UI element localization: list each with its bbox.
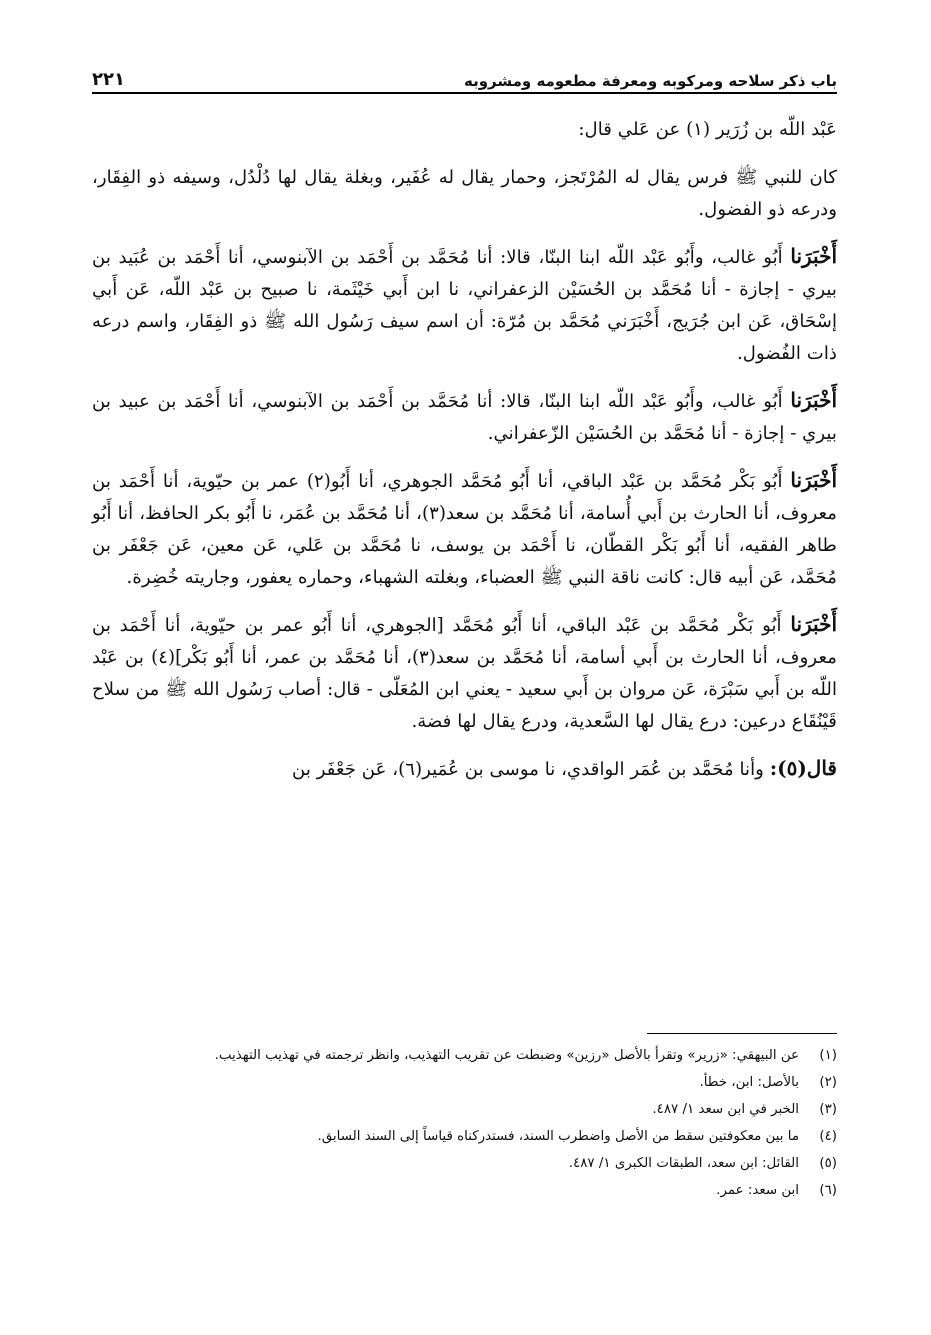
footnote-number: (٢) xyxy=(819,1075,837,1090)
paragraph-text: عَبْد اللّه بن زُرَير (١) عن عَلي قال: xyxy=(578,119,837,140)
paragraph-lead: أَخْبَرَنا xyxy=(790,612,837,636)
footnote-text: القائل: ابن سعد، الطبقات الكبرى ١/ ٤٨٧. xyxy=(568,1156,799,1171)
page-number: ٢٢١ xyxy=(92,69,125,90)
footnote-number: (١) xyxy=(819,1048,837,1063)
footnote xyxy=(92,1179,837,1203)
footnote xyxy=(92,1098,837,1122)
paragraph-lead: أَخْبَرَنا xyxy=(790,244,837,268)
paragraph-text: أَبُو غالب، وأَبُو عَبْد اللّه ابنا البنّا، قالا: أنا مُحَمَّد بن أَحْمَد بن الآبنوسي، أنا أَحْمَد بن عُبَيد بن بيري - إجازة - أنا مُحَمَّد بن الحُسَيْن الزعفراني، نا ابن أَبي خَيْثَمة، نا صبيح بن عَبْد اللّه، عَن أَبي إسْحَاق، عَن ابن جُرَيج، أَخْبَرَني مُحَمَّد بن مُرّة: أن اسم سيف رَسُول الله ﷺ ذو الفِقَار، واسم درعه ذات الفُضول. xyxy=(92,247,837,364)
footnote xyxy=(92,1071,837,1095)
paragraph xyxy=(92,384,837,450)
paragraph-text: وأنا مُحَمَّد بن عُمَر الواقدي، نا موسى بن عُمَير(٦)، عَن جَعْفَر بن xyxy=(292,759,770,780)
footnotes xyxy=(92,1044,837,1206)
footnote xyxy=(92,1044,837,1068)
footnote xyxy=(92,1152,837,1176)
footnote-number: (٣) xyxy=(819,1102,837,1117)
main-text xyxy=(92,112,837,800)
paragraph xyxy=(92,112,837,146)
paragraph-text: أَبُو بَكْر مُحَمَّد بن عَبْد الباقي، أنا أَبُو مُحَمَّد [الجوهري، أنا أَبُو عمر بن حيّوية، أنا أَحْمَد بن معروف، أنا الحارث بن أَبي أسامة، أنا مُحَمَّد بن سعد(٣)، أنا مُحَمَّد بن عمر، أنا أَبُو بَكْر](٤) بن عَبْد اللّه بن أَبي سَبْرَة، عَن مروان بن أَبي سعيد - يعني ابن المُعَلّى - قال: أصاب رَسُول الله ﷺ من سلاح قَيْنُقَاع درعين: درع يقال لها السَّعدية، ودرع يقال لها فضة. xyxy=(92,615,837,732)
paragraph-lead: أَخْبَرَنا xyxy=(790,388,837,412)
footnote-number: (٥) xyxy=(819,1156,837,1171)
paragraph xyxy=(92,160,837,226)
footnote-text: الخبر في ابن سعد ١/ ٤٨٧. xyxy=(652,1102,799,1117)
footnote-text: عن البيهقي: «زرير» وتقرأ بالأصل «رزين» وضبطت عن تقريب التهذيب، وانظر ترجمته في تهذيب التهذيب. xyxy=(214,1048,799,1063)
paragraph-text: أَبُو بَكْر مُحَمَّد بن عَبْد الباقي، أنا أَبُو مُحَمَّد الجوهري، أنا أَبُو(٢) عمر بن حيّوية، أنا أَحْمَد بن معروف، أنا الحارث بن أَبي أُسامة، أنا مُحَمَّد بن سعد(٣)، أنا مُحَمَّد بن عُمَر، نا أَبُو بكر الحافظ، أنا أَبُو طاهر الفقيه، أنا أَبُو بَكْر القطّان، نا أَحْمَد بن يوسف، نا مُحَمَّد بن عَلي، عَن معين، عَن جَعْفَر بن مُحَمَّد، عَن أبيه قال: كانت ناقة النبي ﷺ العضباء، وبغلته الشهباء، وحماره يعفور، وجاريته خُضِرة. xyxy=(92,471,837,588)
running-title: باب ذكر سلاحه ومركوبه ومعرفة مطعومه ومشروبه xyxy=(463,72,837,90)
paragraph-text: كان للنبي ﷺ فرس يقال له المُرْتَجز، وحمار يقال له عُفَير، وبغلة يقال لها دُلْدُل، وسيفه ذو الفِقَار، ودرعه ذو الفضول. xyxy=(92,167,837,220)
footnote-rule xyxy=(647,1033,837,1034)
paragraph xyxy=(92,608,837,738)
paragraph-lead: قال(٥): xyxy=(769,756,837,780)
header-rule xyxy=(92,92,837,94)
footnote-text: ابن سعد: عمر. xyxy=(716,1183,799,1198)
paragraph-lead: أَخْبَرَنا xyxy=(790,468,837,492)
footnote-number: (٤) xyxy=(819,1129,837,1144)
footnote-text: ما بين معكوفتين سقط من الأصل واضطرب السند، فستدركناه قياساً إلى السند السابق. xyxy=(317,1129,799,1144)
paragraph xyxy=(92,752,837,786)
paragraph xyxy=(92,240,837,370)
footnote xyxy=(92,1125,837,1149)
paragraph xyxy=(92,464,837,594)
paragraph-text: أَبُو غالب، وأَبُو عَبْد اللّه ابنا البنّا، قالا: أنا مُحَمَّد بن أَحْمَد بن الآبنوسي، أنا أَحْمَد بن عبيد بن بيري - إجازة - أنا مُحَمَّد بن الحُسَيْن الزّعفراني. xyxy=(92,391,837,444)
footnote-number: (٦) xyxy=(819,1183,837,1198)
page-header xyxy=(92,56,837,90)
footnote-text: بالأصل: ابن، خطأ. xyxy=(699,1075,799,1090)
